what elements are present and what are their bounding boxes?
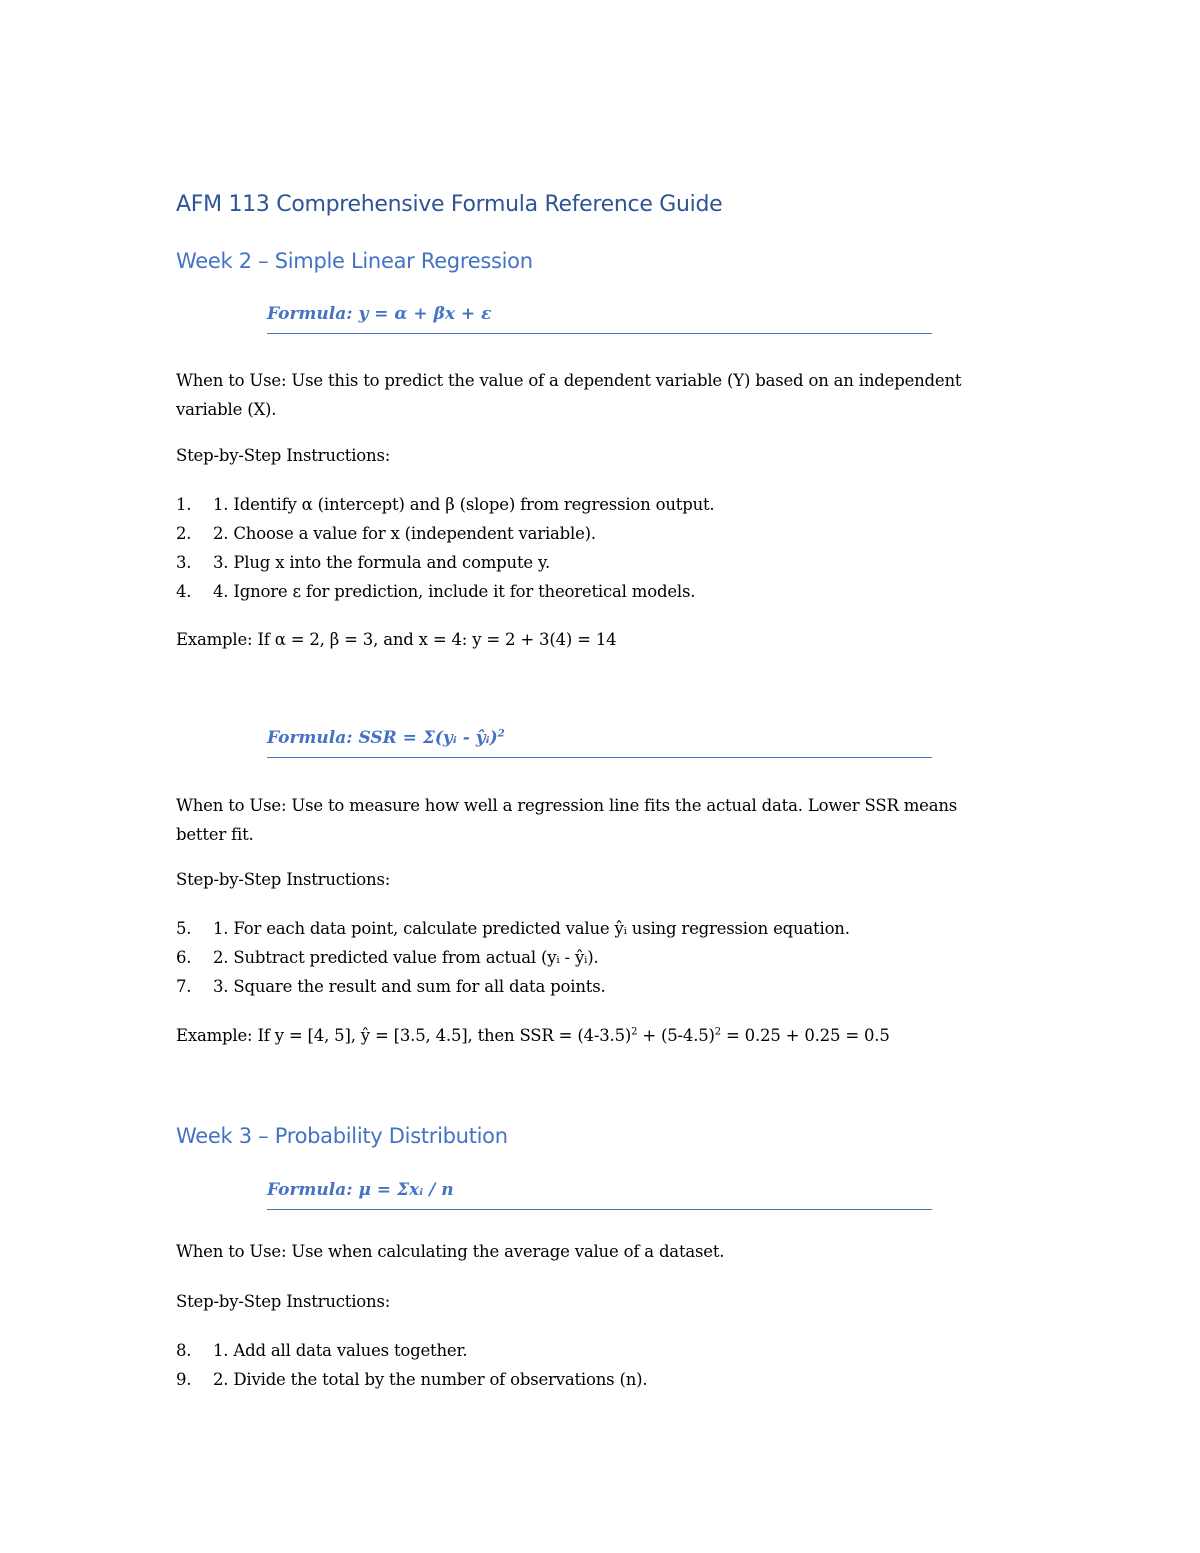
list-item: [176, 495, 714, 514]
list-item: [176, 948, 599, 967]
formula-ssr-exponent: 2: [497, 728, 505, 740]
list-item-number: 4.: [176, 582, 192, 601]
list-item: [176, 553, 550, 572]
section-heading-week-3: Week 3 – Probability Distribution: [176, 1124, 508, 1148]
list-item-text: 3. Plug x into the formula and compute y.: [213, 553, 550, 572]
list-item-text: 3. Square the result and sum for all data points.: [213, 977, 606, 996]
list-item-text: 4. Ignore ε for prediction, include it for theoretical models.: [213, 582, 696, 601]
list-item-text: 2. Choose a value for x (independent variable).: [213, 524, 596, 543]
formula-linear-regression: Formula: y = α + βx + ε: [267, 304, 932, 334]
instructions-label: Step-by-Step Instructions:: [176, 446, 391, 465]
example-linear-regression: Example: If α = 2, β = 3, and x = 4: y = 2 + 3(4) = 14: [176, 630, 617, 649]
when-to-use-mean: When to Use: Use when calculating the average value of a dataset.: [176, 1242, 725, 1261]
list-item-text: 1. Add all data values together.: [213, 1341, 468, 1360]
list-item: [176, 1370, 647, 1389]
list-item-number: 1.: [176, 495, 192, 514]
section-heading-week-2: Week 2 – Simple Linear Regression: [176, 249, 533, 273]
example-ssr-part: Example: If y = [4, 5], ŷ = [3.5, 4.5], then SSR = (4-3.5): [176, 1026, 632, 1045]
example-ssr-exponent: 2: [714, 1026, 721, 1038]
list-item: [176, 582, 695, 601]
list-item-text: 2. Divide the total by the number of observations (n).: [213, 1370, 648, 1389]
list-item-text: 2. Subtract predicted value from actual (yᵢ - ŷᵢ).: [213, 948, 599, 967]
instructions-label: Step-by-Step Instructions:: [176, 870, 391, 889]
document-title: AFM 113 Comprehensive Formula Reference Guide: [176, 192, 723, 217]
example-ssr-part: = 0.25 + 0.25 = 0.5: [720, 1026, 890, 1045]
example-ssr-exponent: 2: [631, 1026, 638, 1038]
list-item-number: 5.: [176, 919, 192, 938]
formula-mean: Formula: μ = Σxᵢ / n: [267, 1180, 932, 1210]
list-item-number: 7.: [176, 977, 192, 996]
list-item-text: 1. Identify α (intercept) and β (slope) from regression output.: [213, 495, 715, 514]
list-item-number: 2.: [176, 524, 192, 543]
example-ssr: [176, 1026, 890, 1045]
formula-ssr: [267, 728, 932, 758]
list-item-number: 8.: [176, 1341, 192, 1360]
list-item-number: 9.: [176, 1370, 192, 1389]
list-item: [176, 524, 596, 543]
list-item: [176, 919, 850, 938]
when-to-use-ssr: When to Use: Use to measure how well a regression line fits the actual data. Lower SSR means better fit.: [176, 796, 958, 844]
list-item-number: 3.: [176, 553, 192, 572]
list-item: [176, 1341, 467, 1360]
formula-ssr-text: Formula: SSR = Σ(yᵢ - ŷᵢ): [267, 728, 498, 748]
instructions-label: Step-by-Step Instructions:: [176, 1292, 391, 1311]
when-to-use-linear-regression: When to Use: Use this to predict the value of a dependent variable (Y) based on an independent variable (X).: [176, 371, 962, 419]
list-item-text: 1. For each data point, calculate predicted value ŷᵢ using regression equation.: [213, 919, 850, 938]
list-item: [176, 977, 606, 996]
example-ssr-part: + (5-4.5): [637, 1026, 715, 1045]
list-item-number: 6.: [176, 948, 192, 967]
